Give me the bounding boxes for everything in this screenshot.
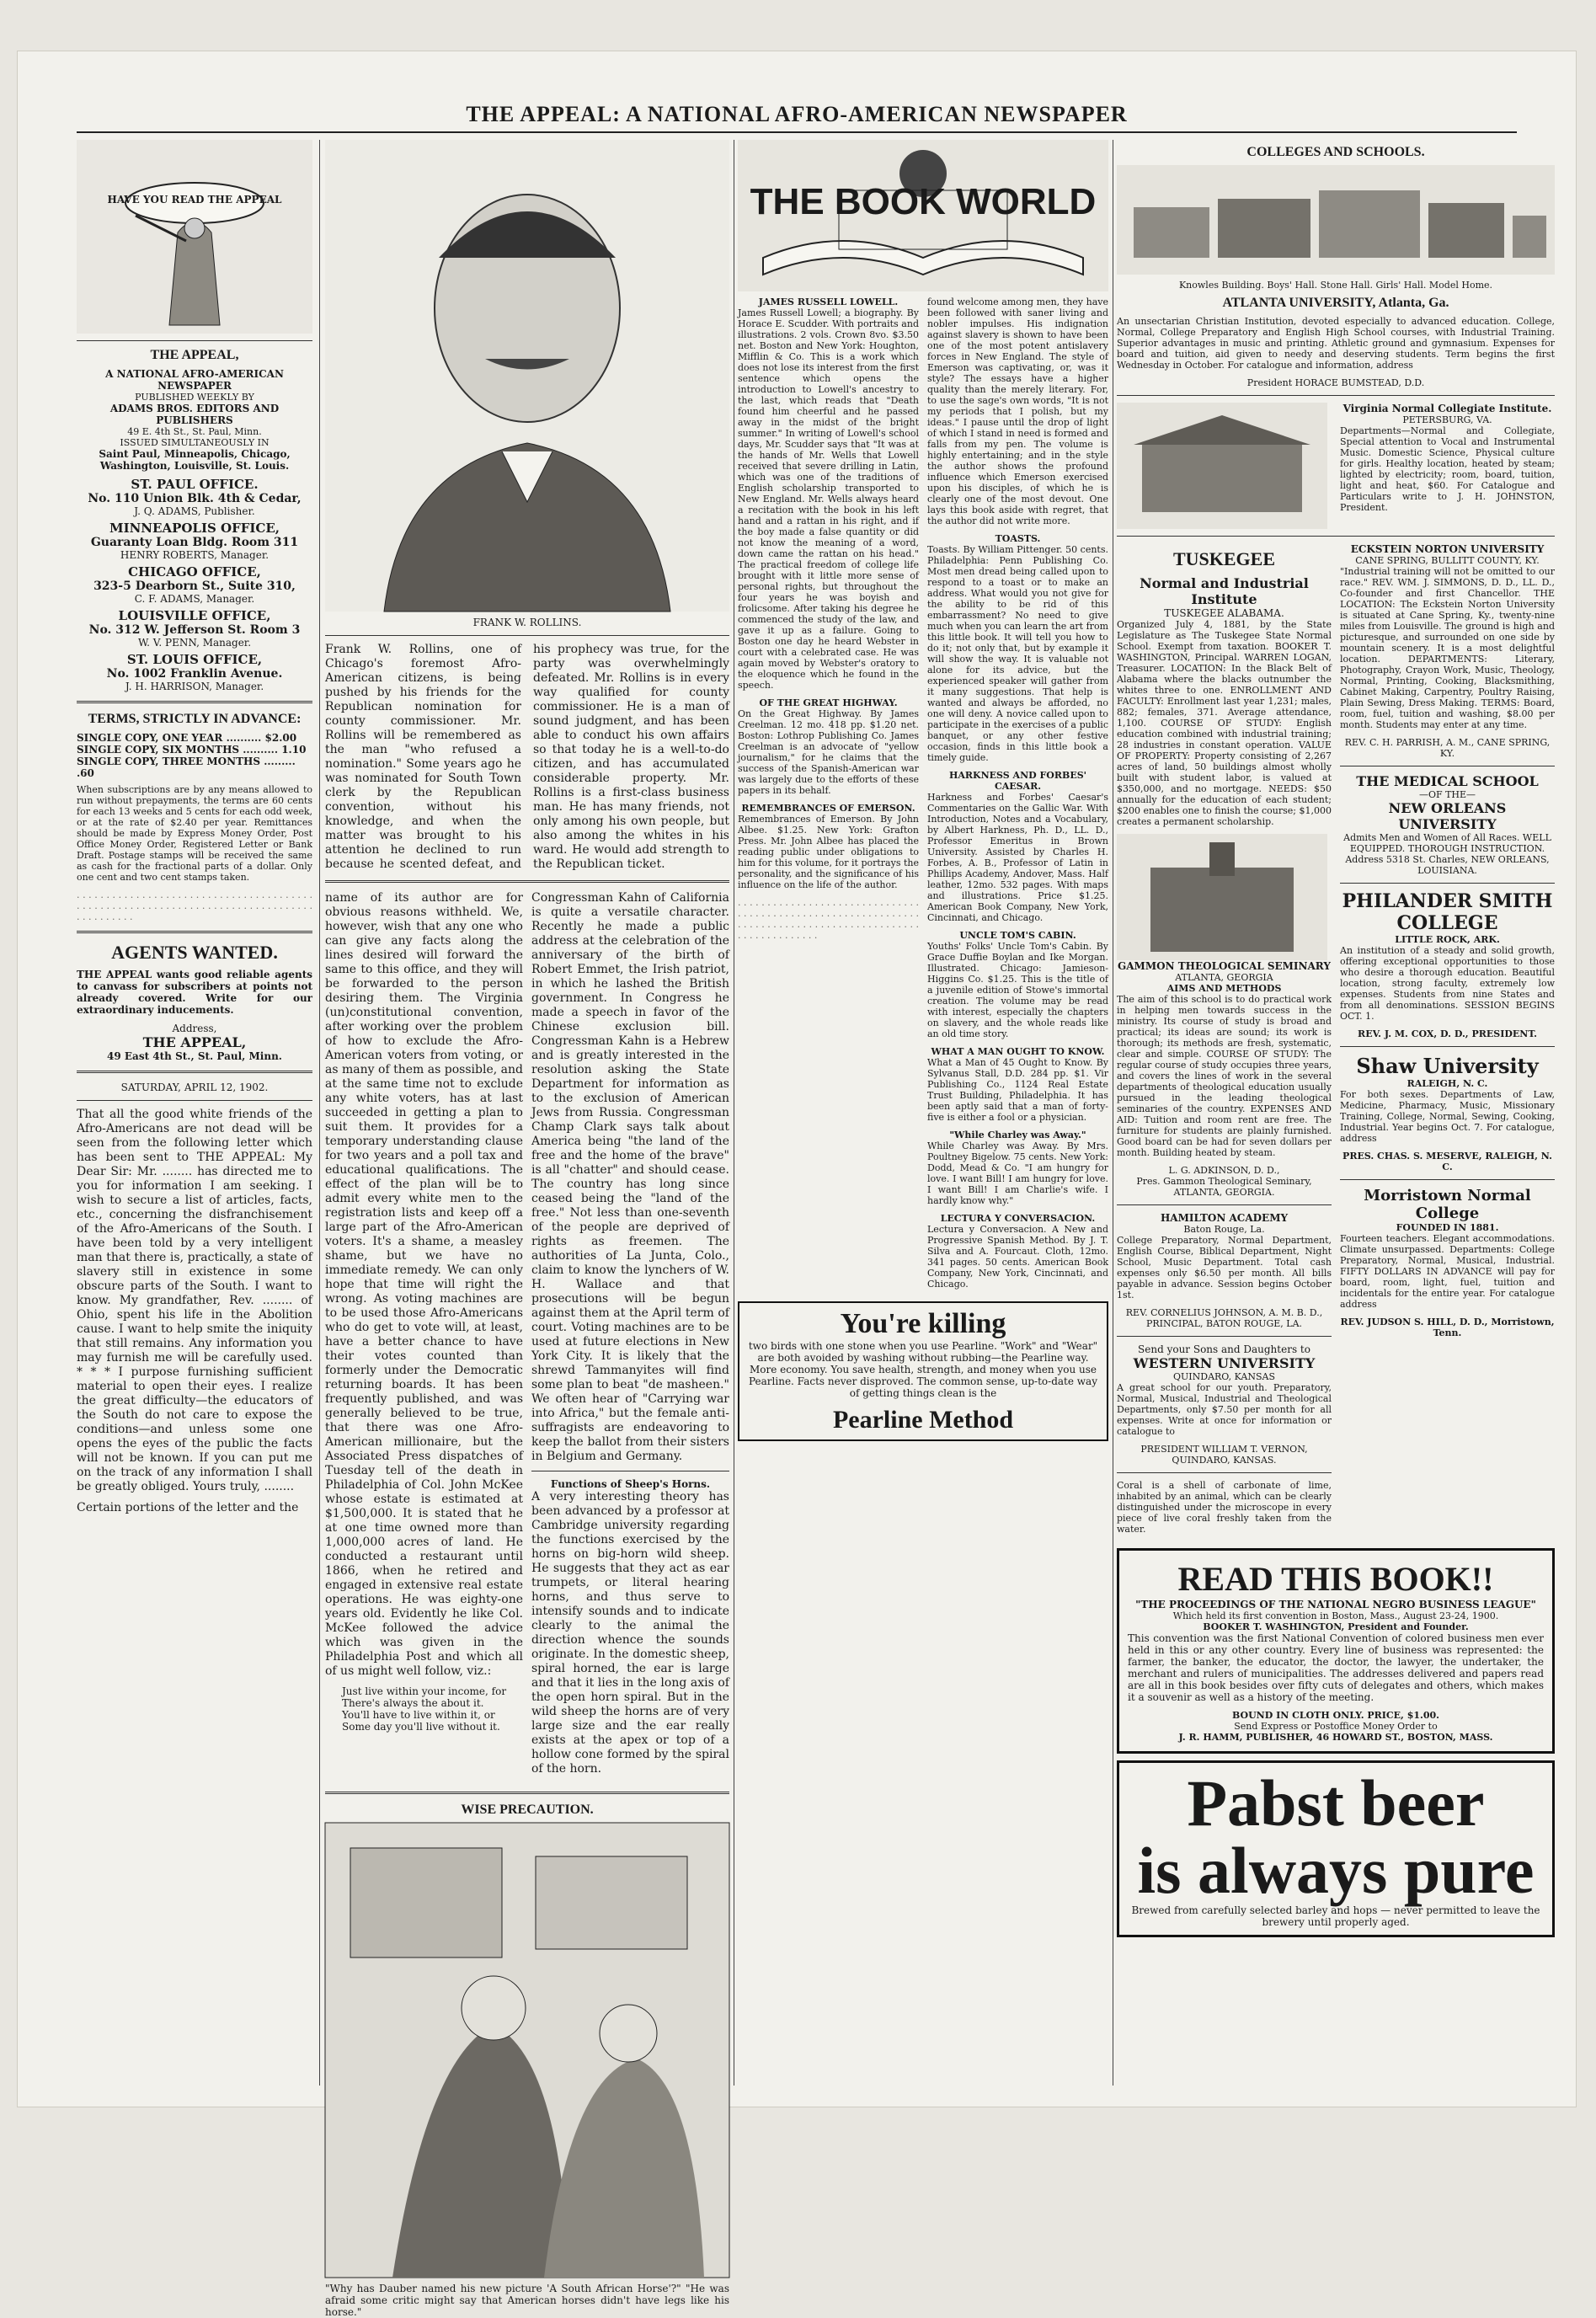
agents-paper: THE APPEAL,	[142, 1034, 247, 1050]
pearline-body: two birds with one stone when you use Pearline. "Work" and "Wear" are both avoided by washing without rubbing—the Pearline way. More economy. You save health, strength, and money when you use Pearline. Facts never disproved. The common sense, up-to-date way of getting things clean is the	[748, 1340, 1098, 1399]
column-2	[325, 140, 729, 2318]
eckstein-body: "Industrial training will not be omitted to our race." REV. WM. J. SIMMONS, D. D., LL. D., Co-founder and first Chancellor. THE LOCATION: The Eckstein Norton University is situated at Cane Spring, Ky., twenty-nine miles from Louisville. The ground is high and picturesque, and surrounded on one side by mountain scenery. It is a most delightful location. DEPARTMENTS: Literary, Photography, Crayon Work, Music, Theology, Normal, Printing, Cooking, Blacksmithing, Cabinet Making, Carpentry, Poultry Raising, Plain Sewing, Dress Making. TERMS: Board, room, fuel, tuition and washing, $8.00 per month. Students may enter at any time.	[1340, 566, 1555, 730]
tuskegee-title: TUSKEGEE	[1172, 548, 1276, 569]
philander-title: PHILANDER SMITH COLLEGE	[1342, 890, 1553, 934]
shaw-body: For both sexes. Departments of Law, Medicine, Pharmacy, Music, Missionary Training, College, Normal, Sewing, Cooking, Industrial. Year begins Oct. 7. For catalogue, address	[1340, 1089, 1555, 1144]
lectura-title: LECTURA Y CONVERSACION.	[940, 1213, 1096, 1224]
gammon-engraving	[1117, 834, 1332, 960]
portrait-engraving-icon	[325, 140, 729, 612]
paper-subtitle: A NATIONAL AFRO-AMERICAN NEWSPAPER	[105, 368, 284, 392]
virginia-place: PETERSBURG, VA.	[1402, 414, 1492, 425]
wise-precaution-caption: "Why has Dauber named his new picture 'A South African Horse'?" "He was afraid some critic might say that American horses didn't have legs like his horse."	[325, 2283, 729, 2318]
editorial-left-text: name of its author are for obvious reasons withheld. We, however, wish that any one who can give any facts along the lines desired will forward the same to this office, and they will be forwarded to the person desiring them. The Virginia (un)constitutional convention, after working over the problem of how to exclude the Afro-American voters from voting, or as many of them as possible, and at the same time not to exclude any white voters, has at last succeeded in getting a plan to suit them. It provides for a temporary understanding clause for two years and a poll tax and educational qualifications. The effect of the plan will be to admit every white men to the registration lists and keep off a large part of the Afro-American voters. It's a shame, a measley shame, but we have no immediate remedy. We can only hope that time will right the wrong. As voting machines are to be used those Afro-Americans who do get to vote will, at least, have a better chance to have their votes counted than formerly under the Democratic returning boards. It has been frequently published, and was generally believed to be true, that there was one Afro-American millionaire, but the Associated Press dispatches of Tuesday tell of the death in Philadelphia of Col. John McKee whose estate is estimated at $1,500,000. It is stated that he at one time owned more than 1,000,000 acres of land. He conducted a restaurant until 1866, when he retired and engaged in extensive real estate operations. He was eighty-one years old. Evidently he like Col. McKee followed the advice which was given in the Philadelphia Post and which all of us might well follow, viz.:	[325, 891, 523, 1678]
issued-simultaneously: ISSUED SIMULTANEOUSLY IN	[120, 437, 270, 448]
rollins-article: Frank W. Rollins, one of Chicago's foremost Afro-American citizens, is being pushed by his friends for the Republican nomination for county commissioner. Mr. Rollins will be remembered as the man "who refused a nomination." Some years ago he was nominated for South Town clerk by the Republican convention, without his knowledge, and when the matter was brought to his attention he declined to run because he scented defeat, and his prophecy was true, for the party was overwhelmingly defeated. Mr. Rollins is in every way qualified for county commissioner. He is a man of sound judgment, and has been able to conduct his own affairs so that today he is a well-to-do citizen, and has accumulated considerable property. Mr. Rollins is a first-class business man. He has many friends, not only among his own people, but also among the whites in his ward. He would add strength to the Republican ticket.	[325, 643, 729, 871]
eckstein-ad	[1340, 543, 1555, 1541]
office-minneapolis: MINNEAPOLIS OFFICE, Guaranty Loan Bldg. Room 311 HENRY ROBERTS, Manager.	[90, 521, 299, 561]
highway-review: On the Great Highway. By James Creelman. 12 mo. 418 pp. $1.20 net. Boston: Lothrop Publishing Co. James Creelman is an advocate of "yellow journalism," for he claims that the success of the Spanish-American war was largely due to the efforts of these papers in its behalf.	[738, 708, 919, 796]
editorial-right-text: Congressman Kahn of California is quite a versatile character. Recently he made a public address at the celebration of the anniversary of the birth of Robert Emmet, the Irish patriot, in which he lashed the British government. In Congress he made a speech in favor of the Chinese exclusion bill. Congressman Kahn is a Hebrew and is greatly interested in the resolution asking the State Department for information as to the exclusion of American Jews from Russia. Congressman Champ Clark says talk about America being "the land of the free and the home of the brave" is all "chatter" and should cease. The country has long since ceased being the "land of the free." Not less than one-seventh of the people are deprived of rights as freemen. The authorities of La Junta, Colo., claim to know the lynchers of W. H. Wallace and that prosecutions will be begun against them at the April term of court. Voting machines are to be used at future elections in New York City. It is likely that the shrewd Tammanyites will find some plan to beat "de masheen." We often hear of "Carrying war into Africa," but the female anti-suffragists are endeavoring to keep the ballot from their sisters in Belgium and Germany.	[531, 891, 729, 1463]
office-louisville: LOUISVILLE OFFICE, No. 312 W. Jefferson St. Room 3 W. V. PENN, Manager.	[88, 608, 301, 649]
pearline-ad	[738, 1301, 1108, 1441]
book-world-title: THE BOOK WORLD	[750, 181, 1097, 222]
paper-name: THE APPEAL,	[150, 348, 239, 362]
western-body: A great school for our youth. Preparatory, Normal, Musical, Industrial and Theological Departments, only $7.50 per month for all expenses. Write at once for information or catalogue to	[1117, 1382, 1332, 1437]
western-title: WESTERN UNIVERSITY	[1133, 1355, 1316, 1371]
divider	[77, 701, 312, 703]
read-book-held: Which held its first convention in Boston, Mass., August 23-24, 1900.	[1172, 1610, 1499, 1621]
letter-continued: Certain portions of the letter and the	[77, 1501, 299, 1514]
editorial-left	[325, 891, 523, 1783]
pearline-headline: You're killing	[840, 1308, 1006, 1339]
read-this-book-ad	[1117, 1548, 1555, 1754]
issue-date: SATURDAY, APRIL 12, 1902.	[120, 1082, 269, 1093]
book-col-right	[927, 296, 1108, 1296]
office-st-paul: ST. PAUL OFFICE. No. 110 Union Blk. 4th & Cedar, J. Q. ADAMS, Publisher.	[88, 477, 302, 517]
read-book-body: This convention was the first National Convention of colored business men ever held in this or any other country. Every line of business was represented: the farmer, the banker, the educator, the doctor, the lawyer, the undertaker, the merchant and rulers of municipalities. The addresses delivered and papers read are all in this book besides over fifty cuts of delegates and others, which makes it a souvenir as well as a history of the meeting.	[1128, 1632, 1544, 1703]
gammon-aims: AIMS AND METHODS	[1166, 983, 1282, 994]
virginia-ad	[1340, 403, 1555, 529]
income-poem: Just live within your income, for There's always the about it. You'll have to live within it, or Some day you'll live without it.	[342, 1685, 507, 1733]
eckstein-title: ECKSTEIN NORTON UNIVERSITY	[1350, 543, 1545, 555]
editorial-columns	[325, 891, 729, 1783]
publishers: ADAMS BROS. EDITORS AND PUBLISHERS	[109, 403, 280, 426]
shaw-president: PRES. CHAS. S. MESERVE, RALEIGH, N. C.	[1342, 1151, 1552, 1172]
morristown-title: Morristown Normal College	[1364, 1187, 1531, 1222]
medical-of: —OF THE—	[1418, 789, 1476, 800]
what-a-man-review: What a Man of 45 Ought to Know. By Sylvanus Stall, D.D. 284 pp. $1. Vir Publishing Co., 1124 Real Estate Trust Building, Philadelphia. It has been aptly said that a man of forty-five is either a fool or a physician.	[927, 1057, 1108, 1123]
harkness-review: Harkness and Forbes' Caesar's Commentaries on the Gallic War. With Introduction, Notes and a Vocabulary, by Albert Harkness, Ph. D., LL. D., Professor Emeritus in Brown University. Assisted by Charles H. Forbes, A. B., Professor of Latin in Phillips Academy, Andover, Mass. Half leather, 12mo. 532 pages. With maps and illustrations. Price $1.25. American Book Company, New York, Cincinnati, and Chicago.	[927, 792, 1108, 923]
book-col-left	[738, 296, 919, 1296]
divider	[1340, 883, 1555, 884]
atlanta-title: ATLANTA UNIVERSITY, Atlanta, Ga.	[1222, 296, 1449, 310]
read-book-price: BOUND IN CLOTH ONLY. PRICE, $1.00.	[1231, 1710, 1439, 1721]
rate-six-months: SINGLE COPY, SIX MONTHS .......... 1.10	[77, 744, 307, 756]
virginia-row	[1117, 403, 1555, 529]
sheep-article: A very interesting theory has been advanced by a professor at Cambridge university regarding the functions exercised by the horns on big-horn wild sheep. He suggests that they act as ear trumpets, or literal hearing horns, and thus serve to intensify sounds and to indicate clearly to the animal the direction whence the sounds originate. In the domestic sheep, spiral horned, the ear is large and that it lies in the long axis of the open horn spiral. But in the wild sheep the horns are of very large size and the ear really exists at the apex or top of a hollow cone formed by the spiral of the horn.	[531, 1490, 729, 1776]
herald-figure-icon	[77, 140, 312, 334]
pabst-line-1: Pabst beer	[1187, 1766, 1485, 1840]
atlanta-building-labels: Knowles Building. Boys' Hall. Stone Hall. Girls' Hall. Model Home.	[1178, 280, 1493, 291]
sheep-title: Functions of Sheep's Horns.	[550, 1478, 711, 1490]
terms-fine-print: . . . . . . . . . . . . . . . . . . . . . . . . . . . . . . . . . . . . . . . . . . . . . . . . . . . . . . . . . . . . . . . . . . . . . . . . . . . . . . . . . . . . . . . . . .	[77, 889, 312, 922]
emerson-review: Remembrances of Emerson. By John Albee. $1.25. New York: Grafton Press. Mr. John Albee has placed the reading public under obligations to him for this volume, for it portrays the personality, and the significance of his influence on the life of the author.	[738, 814, 919, 890]
medical-title: THE MEDICAL SCHOOL	[1356, 773, 1539, 789]
wise-precaution-title: WISE PRECAUTION.	[461, 1803, 594, 1817]
charley-title: "While Charley was Away."	[949, 1130, 1086, 1140]
book-world-header	[738, 140, 1108, 291]
divider	[1117, 395, 1555, 396]
publisher-address: 49 E. 4th St., St. Paul, Minn.	[127, 426, 262, 437]
terms-body: When subscriptions are by any means allowed to run without prepayments, the terms are 60 cents for each 13 weeks and 5 cents for each odd week, or at the rate of $2.40 per year. Remittances should be made by Express Money Order, Post Office Money Order, Registered Letter or Bank Draft. Postage stamps will be received the same as cash for the fractional parts of a dollar. Only one cent and two cent stamps taken.	[77, 784, 312, 883]
divider	[1117, 1472, 1332, 1473]
school-building-icon	[1117, 403, 1327, 529]
agents-address-label: Address,	[172, 1023, 217, 1034]
western-president: PRESIDENT WILLIAM T. VERNON, QUINDARO, KANSAS.	[1140, 1444, 1308, 1466]
what-a-man-title: WHAT A MAN OUGHT TO KNOW.	[931, 1046, 1105, 1057]
header-rule	[77, 131, 1517, 133]
tuskegee-subtitle: Normal and Industrial Institute	[1140, 575, 1309, 607]
terms-title: TERMS, STRICTLY IN ADVANCE:	[88, 712, 302, 726]
divider	[1117, 536, 1555, 537]
western-place: QUINDARO, KANSAS	[1172, 1371, 1276, 1382]
pearline-footer: Pearline Method	[832, 1406, 1014, 1434]
shaw-title: Shaw University	[1356, 1054, 1539, 1078]
tuskegee-place: TUSKEGEE ALABAMA.	[1164, 607, 1284, 619]
atlanta-university-engraving	[1117, 165, 1555, 275]
gammon-title: GAMMON THEOLOGICAL SEMINARY	[1118, 960, 1331, 972]
office-st-louis: ST. LOUIS OFFICE, No. 1002 Franklin Avenue. J. H. HARRISON, Manager.	[106, 652, 283, 692]
newspaper-page	[17, 51, 1577, 2318]
colleges-header: COLLEGES AND SCHOOLS.	[1246, 145, 1425, 159]
gammon-place: ATLANTA, GEORGIA	[1175, 972, 1273, 983]
issued-cities: Saint Paul, Minneapolis, Chicago, Washington, Louisville, St. Louis.	[99, 448, 291, 472]
campus-buildings-icon	[1117, 165, 1555, 275]
medical-body: Admits Men and Women of All Races. WELL EQUIPPED. THOROUGH INSTRUCTION. Address 5318 St. Charles, NEW ORLEANS, LOUISIANA.	[1343, 832, 1551, 876]
read-book-title: READ THIS BOOK!!	[1177, 1560, 1494, 1598]
review-continued: . . . . . . . . . . . . . . . . . . . . . . . . . . . . . . . . . . . . . . . . . . . . . . . . . . . . . . . . . . . . . . . . . . . . . . . . . . . . . . . . . . . . . . . . . . . . . . . . . . . . . . . . . . .	[738, 897, 919, 941]
divider	[325, 635, 729, 636]
read-book-publisher: J. R. HAMM, PUBLISHER, 46 HOWARD ST., BOSTON, MASS.	[1178, 1732, 1493, 1743]
morristown-founded: FOUNDED IN 1881.	[1396, 1222, 1499, 1233]
uncle-tom-review: Youths' Folks' Uncle Tom's Cabin. By Grace Duffie Boylan and Ike Morgan. Illustrated. Chicago: Jamieson-Higgins Co. $1.25. This is the title of a juvenile edition of Stowe's immortal creation. The volume may be read with interest, especially the chapters on slavery, and the whole reads like an old time story.	[927, 941, 1108, 1039]
page-header: THE APPEAL: A NATIONAL AFRO-AMERICAN NEWSPAPER	[466, 102, 1128, 126]
harkness-title: HARKNESS AND FORBES' CAESAR.	[948, 770, 1087, 792]
read-book-send: Send Express or Postoffice Money Order to	[1234, 1721, 1438, 1732]
column-rule	[319, 140, 320, 2086]
hamilton-body: College Preparatory, Normal Department, English Course, Biblical Department, Night School, Music Department. Total cash expenses only $6.50 per month. All bills payable in advance. Session begins October 1st.	[1117, 1235, 1332, 1301]
pabst-body: Brewed from carefully selected barley and hops — never permitted to leave the brewery until properly aged.	[1131, 1904, 1540, 1928]
uncle-tom-title: UNCLE TOM'S CABIN.	[959, 930, 1076, 941]
divider	[77, 931, 312, 933]
atlanta-body: An unsectarian Christian Institution, devoted especially to advanced education. College, Normal, College Preparatory and English High School courses, with Industrial Training. Superior advantages in music and printing. Athletic ground and gymnasium. Expenses for board and tuition, aid given to needy and deserving students. Term begins the first Wednesday in October. For catalogue and information, address	[1117, 316, 1555, 371]
divider	[1340, 1046, 1555, 1047]
column-4	[1117, 140, 1555, 2086]
emerson-review-continued: found welcome among men, they have been followed with saner living and nobler impulses. His indignation against slavery is shown to have been one of the most potent antislavery forces in New England. The style of Emerson was captivating, or, was it style? The essays have a higher quality than the merely literary. For, to use the sage's own words, "It is not my periods that I polish, but my ideas." I pause until the drop of light of which I stand in need is formed and falls from my pen. The volume is highly entertaining; and in the style the author shows the profound influence which Emerson exercised upon his disciples, of which he is clearly one of the most devout. One lays this book aside with regret, that the author did not write more.	[927, 296, 1108, 526]
tuskegee-eckstein-row	[1117, 543, 1555, 1541]
editorial-right	[531, 891, 729, 1783]
philander-body: An institution of a steady and solid growth, offering exceptional opportunities to those who desire a thorough education. Beautiful location, strong faculty, extremely low expenses. Students from nine States and from all denominations. SESSION BEGINS OCT. 1.	[1340, 945, 1555, 1022]
letter-story: That all the good white friends of the Afro-Americans are not dead will be seen from the following letter which has been sent to THE APPEAL: My Dear Sir: Mr. ........ has directed me to you for information I am seeking. I wish to secure a list of articles, facts, etc., concerning the disfranchisement of the Afro-Americans of the South. I have been told by a very intelligent man that there is, practically, a state of slavery still in existence in some obscure parts of the South. I want to know. My grandfather, Rev. ........ of Ohio, spent his life in the Abolition cause. I want to help smite the iniquity that still remains. Any information you may furnish me will be carefully used. * * * I purpose furnishing sufficient material to open their eyes. I realize the great difficulty—the educators of the South do not care to expose the conditions—and unless some one opens the eyes of the public the facts will not be known. If you can put me on the track of any information I shall be greatly obliged. Yours truly, ........	[77, 1108, 312, 1493]
column-3	[738, 140, 1108, 2086]
rate-one-year: SINGLE COPY, ONE YEAR .......... $2.00	[77, 732, 297, 744]
office-chicago: CHICAGO OFFICE, 323-5 Dearborn St., Suite 310, C. F. ADAMS, Manager.	[93, 564, 296, 605]
virginia-engraving	[1117, 403, 1332, 529]
masthead-art-text: HAVE YOU READ THE APPEAL	[107, 194, 282, 206]
rollins-portrait	[325, 140, 729, 612]
charley-review: While Charley was Away. By Mrs. Poultney Bigelow. 75 cents. New York: Dodd, Mead & Co. "I am hungry for love. I want Bill! I am hungry for love. I want Bill! I am Charlie's wife. I hardly know why."	[927, 1140, 1108, 1206]
shaw-place: RALEIGH, N. C.	[1407, 1078, 1488, 1089]
philander-president: REV. J. M. COX, D. D., PRESIDENT.	[1358, 1028, 1537, 1039]
read-book-founder: BOOKER T. WASHINGTON, President and Founder.	[1203, 1621, 1469, 1632]
lowell-review: James Russell Lowell; a biography. By Horace E. Scudder. With portraits and illustrations. 2 vols. Crown 8vo. $3.50 net. Boston and New York: Houghton, Mifflin & Co. This is a work which does not lose its interest from the first sentence which opens the introduction to Lowell's ancestry to the last, which reads that "Death found him cheerful and he passed away in the midst of the bright summer." In writing of Lowell's school days, Mr. Scudder says that "It was at the hands of Mr. Wells that Lowell received that severe drilling in Latin, which was one of the traditions of English scholarship transported to New England. Mr. Wells always heard a recitation with the book in his left hand and a rattan in his right, and if the boy made a false quantity or did not know the meaning of a word, down came the rattan on his head." The practical freedom of college life brought with it little more sense of personal rights, but throughout the four years he was boyish and frolicsome. After taking his degree he commenced the study of the law, and gave it up as a failure. Going to Boston one day he heard Webster in court with a celebrated case. He was again moved by Webster's oratory to the eloquence which he found in the speech.	[738, 307, 919, 691]
eckstein-president: REV. C. H. PARRISH, A. M., CANE SPRING, KY.	[1344, 737, 1551, 759]
eckstein-place: CANE SPRING, BULLITT COUNTY, KY.	[1355, 555, 1540, 566]
virginia-title: Virginia Normal Collegiate Institute.	[1342, 403, 1552, 414]
divider	[1117, 1204, 1332, 1205]
portrait-caption: FRANK W. ROLLINS.	[472, 617, 582, 628]
philander-place: LITTLE ROCK, ARK.	[1395, 934, 1500, 945]
medical-university: NEW ORLEANS UNIVERSITY	[1388, 800, 1507, 832]
divider	[77, 340, 312, 341]
western-lead: Send your Sons and Daughters to	[1138, 1343, 1310, 1355]
agents-title: AGENTS WANTED.	[111, 942, 278, 963]
wise-precaution-cartoon	[325, 1823, 729, 2278]
gammon-sign-title: Pres. Gammon Theological Seminary, ATLANTA, GEORGIA.	[1136, 1176, 1312, 1198]
divider	[325, 1792, 729, 1794]
column-1	[77, 140, 312, 2086]
divider	[1117, 1336, 1332, 1337]
toasts-review: Toasts. By William Pittenger. 50 cents. Philadelphia: Penn Publishing Co. Most men dread being called upon to respond to a toast or to make an address. What would you not give for the ability to be rid of this embarrassment? No need to give much when you can learn the art from this little book. It will tell you how to do it; not only that, but by example it will show the way. It is valuable not alone for its advice, but the experienced speaker will gather from it many suggestions. That help is wanted and always be afforded, no one will deny. A novice called upon to participate in the exercises of a public banquet, or any other festive occasion, finds in this little book a timely guide.	[927, 544, 1108, 763]
tuskegee-ad	[1117, 543, 1332, 1541]
masthead-illustration	[77, 140, 312, 334]
virginia-body: Departments—Normal and Collegiate, Special attention to Vocal and Instrumental Music. Domestic Science, Physical culture for girls. Healthy location, heated by steam; lighted by electricity; room, board, tuition, light and heat, $60. For Catalogue and Particulars write to J. H. JOHNSTON, President.	[1340, 425, 1555, 513]
toasts-title: TOASTS.	[995, 533, 1041, 544]
tuskegee-body: Organized July 4, 1881, by the State Legislature as The Tuskegee State Normal School. Exempt from taxation. BOOKER T. WASHINGTON, Principal. WARREN LOGAN, Treasurer. LOCATION: In the Black Belt of Alabama where the blacks outnumber the whites three to one. ENROLLMENT AND FACULTY: Enrollment last year 1,231; males, 882; females, 371. Average attendance, 1,100. COURSE OF STUDY: English education combined with industrial training; 28 industries in constant operation. VALUE OF PROPERTY: Property consisting of 2,267 acres of land, 50 buildings almost wholly built with student labor, is valued at $350,000, and no mortgage. NEEDS: $50 annually for the education of each student; $200 enables one to finish the course; $1,000 creates a permanent scholarship.	[1117, 619, 1332, 827]
hamilton-title: HAMILTON ACADEMY	[1160, 1212, 1289, 1224]
emerson-title: REMEMBRANCES OF EMERSON.	[741, 803, 915, 814]
morristown-body: Fourteen teachers. Elegant accommodations. Climate unsurpassed. Departments: College Preparatory, Normal, Musical, Industrial. FIFTY DOLLARS IN ADVANCE will pay for board, room, light, fuel, tuition and incidentals for the entire year. For catalogue address	[1340, 1233, 1555, 1310]
morristown-president: REV. JUDSON S. HILL, D. D., Morristown, Tenn.	[1340, 1317, 1555, 1338]
read-book-subtitle: "THE PROCEEDINGS OF THE NATIONAL NEGRO BUSINESS LEAGUE"	[1135, 1599, 1536, 1610]
highway-title: OF THE GREAT HIGHWAY.	[759, 697, 898, 708]
agents-address: 49 East 4th St., St. Paul, Minn.	[107, 1050, 282, 1062]
gallery-cartoon-icon	[325, 1823, 729, 2278]
divider	[77, 1100, 312, 1101]
atlanta-president: President HORACE BUMSTEAD, D.D.	[1246, 377, 1425, 388]
coral-item: Coral is a shell of carbonate of lime, inhabited by an animal, which can be clearly distinguished under the microscope in every piece of live coral freshly taken from the water.	[1117, 1480, 1332, 1535]
agents-body: THE APPEAL wants good reliable agents to canvass for subscribers at points not already covered. Write for our extraordinary inducements.	[77, 969, 312, 1016]
hamilton-principal: REV. CORNELIUS JOHNSON, A. M. B. D., PRINCIPAL, BATON ROUGE, LA.	[1125, 1307, 1323, 1329]
pabst-beer-ad	[1117, 1760, 1555, 1937]
pabst-line-2: is always pure	[1137, 1834, 1535, 1907]
divider	[77, 1071, 312, 1073]
divider	[325, 880, 729, 883]
divider	[1340, 1179, 1555, 1180]
lectura-review: Lectura y Conversacion. A New and Progressive Spanish Method. By J. T. Silva and A. Fourcaut. Cloth, 12mo. 341 pages. 50 cents. American Book Company, New York, Cincinnati, and Chicago.	[927, 1224, 1108, 1290]
lowell-title: JAMES RUSSELL LOWELL.	[758, 296, 899, 307]
seminary-building-icon	[1117, 834, 1327, 960]
rate-three-months: SINGLE COPY, THREE MONTHS ......... .60	[77, 756, 296, 779]
hamilton-place: Baton Rouge, La.	[1183, 1224, 1265, 1235]
gammon-body: The aim of this school is to do practical work in helping men towards success in the ministry. Its course of study is broad and practical; its ideas are sound; its work is thorough; its methods are fresh, systematic, clear and simple. COURSE OF STUDY: The regular course of study occupies three years, and covers the lines of work in the several departments of theological education usually pursued in the leading theological seminaries of the country. EXPENSES AND AID: Tuition and room rent are free. The furniture for students are plainly furnished. Good board can be had for seven dollars per month. Building heated by steam.	[1117, 994, 1332, 1158]
gammon-sign: L. G. ADKINSON, D. D.,	[1168, 1165, 1280, 1176]
published-by: PUBLISHED WEEKLY BY	[135, 392, 254, 403]
book-world-columns	[738, 296, 1108, 1296]
